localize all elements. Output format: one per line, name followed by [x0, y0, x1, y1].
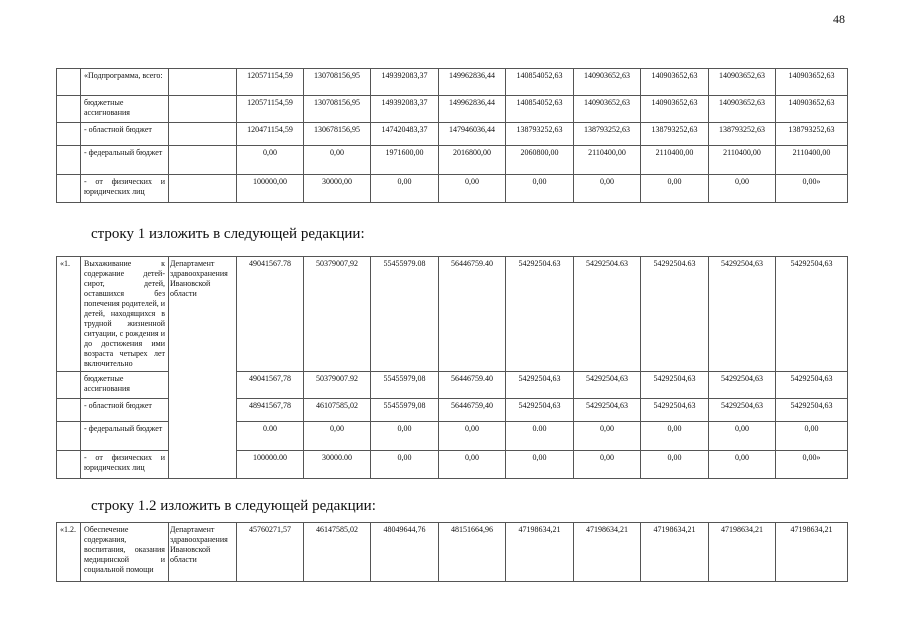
value-cell: 140903652,63	[709, 96, 776, 123]
value-cell: 0,00	[371, 175, 439, 203]
row-number-cell	[57, 175, 81, 203]
value-cell: 120571154,59	[237, 69, 304, 96]
row-label: - от физических и юридических лиц	[81, 175, 169, 203]
table-row	[57, 146, 848, 175]
row-number-cell	[57, 146, 81, 175]
value-cell: 2110400,00	[709, 146, 776, 175]
row-label: Обеспечение содержания, воспитания, оказания медицинской и социальной помощи	[81, 523, 169, 582]
value-cell: 0,00	[641, 451, 709, 479]
value-cell: 2110400,00	[776, 146, 848, 175]
row-number-cell	[57, 422, 81, 451]
value-cell: 0,00	[506, 175, 574, 203]
value-cell: 130708156,95	[304, 69, 371, 96]
row-label: - областной бюджет	[81, 123, 169, 146]
value-cell: 147420483,37	[371, 123, 439, 146]
row-1-2-funding-table	[56, 522, 848, 582]
value-cell: 2110400,00	[574, 146, 641, 175]
value-cell: 0,00	[574, 175, 641, 203]
value-cell: 0,00	[709, 422, 776, 451]
row-number-cell	[57, 96, 81, 123]
amendment-heading-row-1: строку 1 изложить в следующей редакции:	[91, 226, 365, 242]
value-cell: 0,00»	[776, 451, 848, 479]
row-number-cell: «1.	[57, 257, 81, 372]
value-cell: 0,00	[439, 175, 506, 203]
value-cell: 49041567.78	[237, 257, 304, 372]
value-cell: 54292504,63	[506, 399, 574, 422]
value-cell: 47198634,21	[709, 523, 776, 582]
value-cell: 100000.00	[237, 451, 304, 479]
value-cell: 54292504,63	[506, 372, 574, 399]
value-cell: 54292504,63	[641, 399, 709, 422]
page-number: 48	[833, 12, 845, 26]
value-cell: 0,00	[371, 422, 439, 451]
value-cell: 0.00	[237, 422, 304, 451]
value-cell: 2060800,00	[506, 146, 574, 175]
table-row	[57, 96, 848, 123]
value-cell: 0,00	[439, 451, 506, 479]
value-cell: 54292504,63	[709, 257, 776, 372]
subprogram-funding-table	[56, 68, 848, 203]
department-cell	[169, 146, 237, 175]
value-cell: 138793252,63	[506, 123, 574, 146]
value-cell: 48941567,78	[237, 399, 304, 422]
value-cell: 54292504,63	[641, 372, 709, 399]
value-cell: 46107585,02	[304, 399, 371, 422]
value-cell: 48151664,96	[439, 523, 506, 582]
value-cell: 45760271,57	[237, 523, 304, 582]
value-cell: 140903652,63	[776, 69, 848, 96]
value-cell: 48049644,76	[371, 523, 439, 582]
value-cell: 149962836,44	[439, 96, 506, 123]
value-cell: 0,00	[641, 175, 709, 203]
value-cell: 47198634,21	[641, 523, 709, 582]
value-cell: 54292504,63	[574, 372, 641, 399]
value-cell: 147946036,44	[439, 123, 506, 146]
value-cell: 56446759,40	[439, 399, 506, 422]
value-cell: 0,00	[304, 422, 371, 451]
value-cell: 140903652,63	[709, 69, 776, 96]
table-row	[57, 175, 848, 203]
value-cell: 54292504.63	[506, 257, 574, 372]
value-cell: 0,00	[237, 146, 304, 175]
department-cell	[169, 175, 237, 203]
value-cell: 130678156,95	[304, 123, 371, 146]
row-number-cell	[57, 123, 81, 146]
value-cell: 47198634,21	[776, 523, 848, 582]
value-cell: 0,00	[439, 422, 506, 451]
value-cell: 120471154,59	[237, 123, 304, 146]
value-cell: 50379007,92	[304, 257, 371, 372]
value-cell: 0,00	[776, 422, 848, 451]
value-cell: 0,00»	[776, 175, 848, 203]
value-cell: 47198634,21	[574, 523, 641, 582]
value-cell: 138793252,63	[641, 123, 709, 146]
department-cell: Департамент здравоохранения Ивановской области	[169, 523, 237, 582]
row-label: «Подпрограмма, всего:	[81, 69, 169, 96]
table-row	[57, 523, 848, 582]
value-cell: 54292504.63	[641, 257, 709, 372]
value-cell: 54292504,63	[776, 257, 848, 372]
value-cell: 138793252,63	[709, 123, 776, 146]
value-cell: 0,00	[574, 422, 641, 451]
row-1-funding-table	[56, 256, 848, 479]
value-cell: 140854052,63	[506, 69, 574, 96]
value-cell: 1971600,00	[371, 146, 439, 175]
value-cell: 100000,00	[237, 175, 304, 203]
value-cell: 0.00	[506, 422, 574, 451]
value-cell: 55455979,08	[371, 399, 439, 422]
value-cell: 140903652,63	[574, 69, 641, 96]
value-cell: 0,00	[641, 422, 709, 451]
row-number-cell	[57, 451, 81, 479]
table-row	[57, 257, 848, 372]
value-cell: 0,00	[304, 146, 371, 175]
value-cell: 55455979,08	[371, 372, 439, 399]
value-cell: 2110400,00	[641, 146, 709, 175]
value-cell: 54292504,63	[574, 399, 641, 422]
value-cell: 50379007.92	[304, 372, 371, 399]
row-label: - от физических и юридических лиц	[81, 451, 169, 479]
table-row	[57, 123, 848, 146]
value-cell: 120571154,59	[237, 96, 304, 123]
value-cell: 140854052,63	[506, 96, 574, 123]
amendment-heading-row-1-2: строку 1.2 изложить в следующей редакции:	[91, 498, 376, 514]
value-cell: 30000,00	[304, 175, 371, 203]
row-number-cell	[57, 399, 81, 422]
value-cell: 54292504,63	[776, 372, 848, 399]
value-cell: 0,00	[574, 451, 641, 479]
value-cell: 140903652,63	[574, 96, 641, 123]
value-cell: 55455979.08	[371, 257, 439, 372]
value-cell: 149962836,44	[439, 69, 506, 96]
value-cell: 49041567,78	[237, 372, 304, 399]
value-cell: 56446759.40	[439, 257, 506, 372]
value-cell: 47198634,21	[506, 523, 574, 582]
value-cell: 149392083,37	[371, 69, 439, 96]
row-label: - федеральный бюджет	[81, 422, 169, 451]
value-cell: 54292504,63	[776, 399, 848, 422]
row-number-cell	[57, 69, 81, 96]
department-cell: Департамент здравоохранения Ивановской области	[169, 257, 237, 479]
row-label: - федеральный бюджет	[81, 146, 169, 175]
row-label: бюджетные ассигнования	[81, 372, 169, 399]
value-cell: 140903652,63	[641, 96, 709, 123]
value-cell: 54292504,63	[709, 372, 776, 399]
row-label: бюджетные ассигнования	[81, 96, 169, 123]
value-cell: 0,00	[371, 451, 439, 479]
row-label: Выхаживание к содержание детей-сирот, детей, оставшихся без попечения родителей, и детей, находящихся в трудной жизненной ситуации, с рождения и до достижения ими возраста четырех лет включительно	[81, 257, 169, 372]
value-cell: 0,00	[709, 175, 776, 203]
value-cell: 138793252,63	[776, 123, 848, 146]
value-cell: 54292504.63	[574, 257, 641, 372]
row-number-cell	[57, 372, 81, 399]
value-cell: 56446759.40	[439, 372, 506, 399]
row-label: - областной бюджет	[81, 399, 169, 422]
value-cell: 0,00	[709, 451, 776, 479]
value-cell: 130708156,95	[304, 96, 371, 123]
table-row	[57, 69, 848, 96]
value-cell: 0,00	[506, 451, 574, 479]
value-cell: 46147585,02	[304, 523, 371, 582]
value-cell: 140903652,63	[776, 96, 848, 123]
department-cell	[169, 96, 237, 123]
department-cell	[169, 69, 237, 96]
value-cell: 30000.00	[304, 451, 371, 479]
department-cell	[169, 123, 237, 146]
row-number-cell: «1.2.	[57, 523, 81, 582]
value-cell: 140903652,63	[641, 69, 709, 96]
value-cell: 54292504,63	[709, 399, 776, 422]
value-cell: 149392083,37	[371, 96, 439, 123]
value-cell: 138793252,63	[574, 123, 641, 146]
value-cell: 2016800,00	[439, 146, 506, 175]
